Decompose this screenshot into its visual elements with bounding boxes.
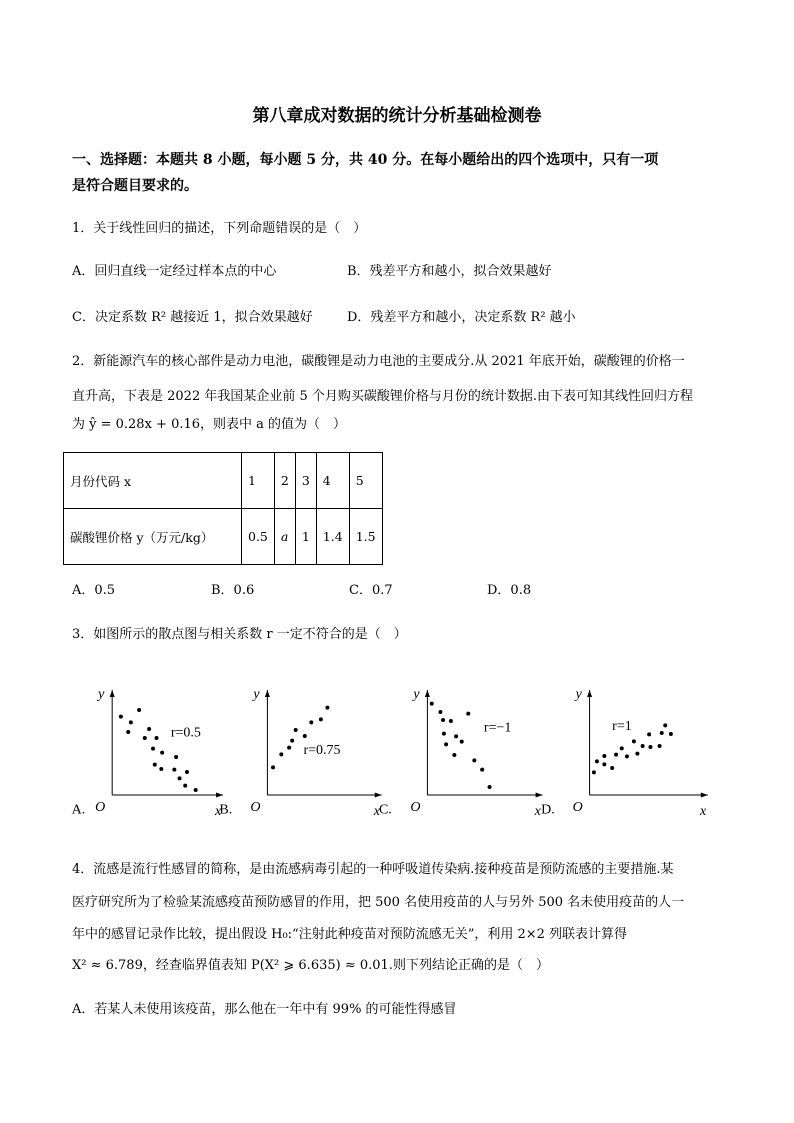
plot-option-label: A.: [71, 802, 86, 818]
scatter-point: [119, 715, 123, 719]
table-cell: 1.4: [316, 509, 349, 565]
scatter-point: [602, 762, 606, 766]
q1-option-c: C．决定系数 R² 越接近 1，拟合效果越好: [72, 310, 313, 325]
scatter-point: [602, 754, 606, 758]
scatter-point: [641, 744, 645, 748]
q2-stem-line1: 2．新能源汽车的核心部件是动力电池，碳酸锂是动力电池的主要成分.从 2021 年底开始，碳酸锂的价格一: [72, 354, 685, 369]
scatter-point: [178, 776, 182, 780]
x-axis-arrow-icon: [216, 793, 223, 798]
scatter-point: [441, 718, 445, 722]
scatter-point: [635, 752, 639, 756]
scatter-point: [126, 730, 130, 734]
scatter-point: [160, 751, 164, 755]
scatter-point: [183, 784, 187, 788]
table-cell: 4: [316, 453, 349, 509]
scatter-point: [430, 702, 434, 706]
scatter-point: [647, 732, 651, 736]
y-axis-label: y: [413, 687, 420, 702]
scatter-point: [480, 768, 484, 772]
table-cell: 1: [242, 453, 275, 509]
correlation-label: r=−1: [483, 720, 512, 736]
origin-label: O: [250, 800, 261, 815]
q3-stem: 3．如图所示的散点图与相关系数 r 一定不符合的是（ ）: [72, 627, 407, 642]
q2-stem-line3: 为 ŷ = 0.28x + 0.16，则表中 a 的值为（ ）: [72, 417, 347, 432]
y-axis-arrow-icon: [265, 690, 270, 697]
scatter-point: [129, 720, 133, 724]
y-axis-arrow-icon: [425, 690, 430, 697]
scatter-point: [151, 747, 155, 751]
scatter-point: [452, 753, 456, 757]
origin-label: O: [572, 800, 583, 815]
x-axis-arrow-icon: [701, 793, 708, 798]
x-axis-label: x: [215, 804, 222, 819]
q2-option-d: D．0.8: [487, 583, 532, 598]
correlation-label: r=0.5: [170, 725, 201, 741]
scatter-point: [660, 731, 664, 735]
scatter-point: [658, 744, 662, 748]
table-cell: 1: [295, 509, 316, 565]
scatter-point: [438, 710, 442, 714]
scatter-point: [159, 767, 163, 771]
q2-option-b: B．0.6: [211, 583, 255, 598]
scatter-point: [449, 719, 453, 723]
scatter-point: [610, 766, 614, 770]
data-table: [63, 452, 383, 565]
scatter-point: [185, 770, 189, 774]
table-header-x: 月份代码 x: [64, 453, 242, 509]
q4-stem-line2: 医疗研究所为了检验某流感疫苗预防感冒的作用，把 500 名使用疫苗的人与另外 500 名未使用疫苗的人一: [72, 895, 685, 910]
scatter-point: [488, 785, 492, 789]
section-heading: 一、选择题：本题共 8 小题，每小题 5 分，共 40 分。在每小题给出的四个选项中，只有一项: [72, 152, 659, 168]
section-heading-cont: 是符合题目要求的。: [72, 178, 198, 194]
scatter-point: [143, 736, 147, 740]
x-axis-label: x: [699, 804, 707, 819]
scatter-point: [444, 742, 448, 746]
scatter-point: [303, 734, 307, 738]
x-axis-label: x: [373, 804, 380, 819]
scatter-point: [194, 788, 198, 792]
scatter-point: [614, 753, 618, 757]
q4-stem-line1: 4．流感是流行性感冒的简称，是由流感病毒引起的一种呼吸道传染病.接种疫苗是预防流感的主要措施.某: [72, 862, 674, 877]
q1-option-d: D．残差平方和越小，决定系数 R² 越小: [347, 310, 576, 325]
scatter-point: [309, 720, 313, 724]
plot-option-label: B.: [219, 802, 233, 818]
q2-option-a: A．0.5: [72, 583, 116, 598]
scatter-point: [625, 754, 629, 758]
scatter-point: [172, 768, 176, 772]
table-cell: 5: [349, 453, 382, 509]
scatter-point: [442, 732, 446, 736]
table-cell: 3: [295, 453, 316, 509]
scatter-point: [319, 717, 323, 721]
x-axis-label: x: [534, 804, 541, 819]
scatter-point: [592, 770, 596, 774]
page-title: 第八章成对数据的统计分析基础检测卷: [252, 106, 542, 126]
scatter-point: [325, 706, 329, 710]
y-axis-arrow-icon: [587, 690, 592, 697]
scatter-point: [279, 752, 283, 756]
plot-option-label: D.: [541, 802, 555, 818]
correlation-label: r=0.75: [303, 743, 341, 758]
q2-option-c: C．0.7: [349, 583, 393, 598]
scatter-point: [174, 755, 178, 759]
table-header-y: 碳酸锂价格 y（万元/kg）: [64, 509, 242, 565]
origin-label: O: [410, 800, 421, 815]
table-row: [64, 453, 383, 509]
scatter-point: [290, 739, 294, 743]
table-row: [64, 509, 383, 565]
y-axis-arrow-icon: [110, 690, 115, 697]
correlation-label: r=1: [612, 719, 632, 734]
x-axis-arrow-icon: [375, 793, 382, 798]
scatter-point: [620, 746, 624, 750]
scatter-point: [648, 745, 652, 749]
scatter-point: [155, 736, 159, 740]
table-cell: 2: [274, 453, 295, 509]
scatter-point: [472, 758, 476, 762]
scatter-point: [466, 712, 470, 716]
q4-option-a: A．若某人未使用该疫苗，那么他在一年中有 99% 的可能性得感冒: [72, 1002, 457, 1017]
y-axis-label: y: [575, 687, 582, 702]
q1-option-a: A．回归直线一定经过样本点的中心: [72, 264, 277, 279]
scatter-point: [271, 765, 275, 769]
scatter-point: [663, 723, 667, 727]
y-axis-label: y: [253, 687, 260, 702]
scatter-point: [294, 728, 298, 732]
q4-stem-line4: X² ≈ 6.789，经查临界值表知 P(X² ⩾ 6.635) ≈ 0.01.则下列结论正确的是（ ）: [72, 958, 549, 973]
scatter-point: [460, 740, 464, 744]
q2-stem-line2: 直升高，下表是 2022 年我国某企业前 5 个月购买碳酸锂价格与月份的统计数据.由下表可知其线性回归方程: [72, 389, 694, 404]
plot-option-label: C.: [378, 802, 392, 818]
q4-stem-line3: 年中的感冒记录作比较，提出假设 H₀:“注射此种疫苗对预防流感无关”，利用 2×2 列联表计算得: [72, 927, 628, 942]
q1-option-b: B．残差平方和越小，拟合效果越好: [347, 264, 552, 279]
scatter-point: [669, 732, 673, 736]
x-axis-arrow-icon: [536, 793, 543, 798]
scatter-point: [454, 734, 458, 738]
y-axis-label: y: [98, 687, 105, 702]
scatter-point: [147, 727, 151, 731]
scatter-point: [632, 739, 636, 743]
origin-label: O: [95, 800, 106, 815]
table-cell: 0.5: [242, 509, 275, 565]
q1-stem: 1．关于线性回归的描述，下列命题错误的是（ ）: [72, 221, 367, 236]
scatter-point: [595, 759, 599, 763]
scatter-point: [287, 746, 291, 750]
table-cell: a: [274, 509, 295, 565]
scatter-point: [153, 763, 157, 767]
table-cell: 1.5: [349, 509, 382, 565]
scatter-point: [137, 708, 141, 712]
